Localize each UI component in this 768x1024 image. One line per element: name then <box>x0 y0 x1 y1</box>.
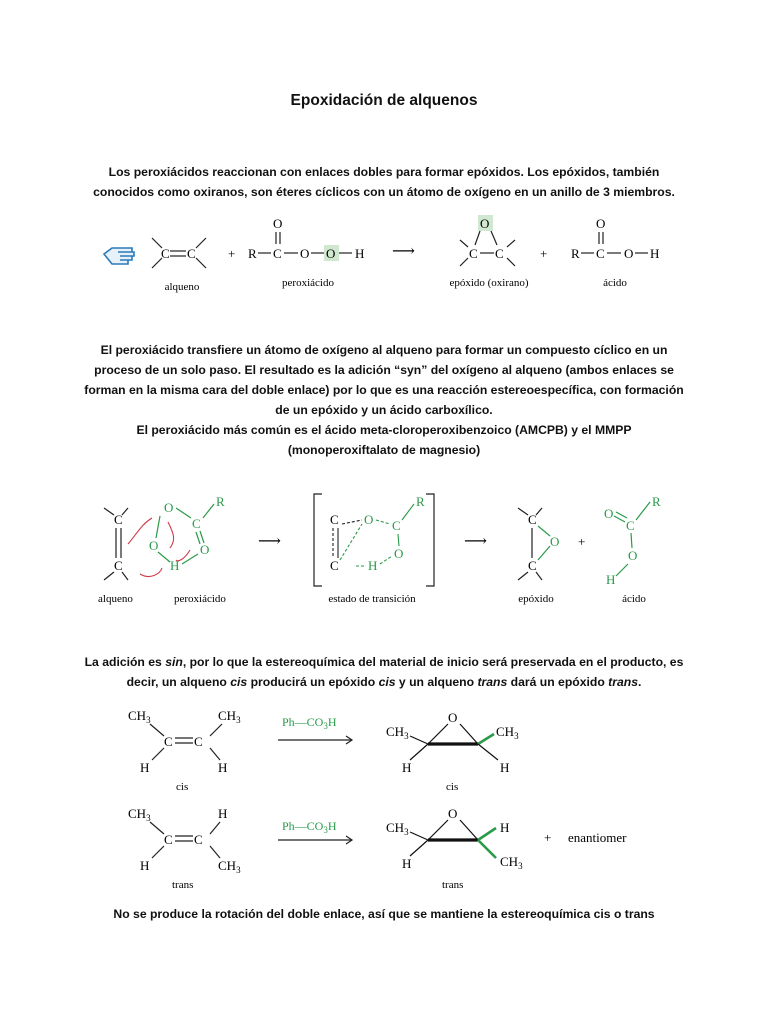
stereo-term-cis-1: cis <box>230 675 248 689</box>
mech-label-epoxido: epóxido <box>518 593 554 605</box>
cis-epoxide-ch3-right: $CH_3$ <box>496 724 519 741</box>
cis-reagent: $Ph—CO_3H$ <box>282 715 337 731</box>
mechanism-paragraph: El peroxiácido transfiere un átomo de oxígeno al alqueno para formar un compuesto cíclico en un proceso de un solo paso. El resultado es la adición “syn” del oxígeno al alqueno (ambos enlaces se forman en la misma cara del doble enlace) por lo que es una reacción estereoespecífica, con formación de un epóxido y un ácido carboxílico. <box>84 343 684 417</box>
mech-acid-o2: O <box>628 548 638 563</box>
reagents-paragraph: El peroxiácido más común es el ácido meta-cloroperoxibenzoico (AMCPB) y el MMPP (monoperoxiftalato de magnesio) <box>136 423 632 457</box>
enantiomer-label: enantiomer <box>568 830 627 845</box>
peroxyacid-carbonyl-o: O <box>273 216 283 231</box>
acid-h: H <box>650 246 660 261</box>
trans-alkene-c2: C <box>194 832 203 847</box>
pointing-hand-icon <box>104 248 134 264</box>
mech-acid-h: H <box>606 572 616 587</box>
mech-peroxy-o1: O <box>164 500 174 515</box>
mech-peroxy-o2: O <box>149 538 159 553</box>
label-acido: ácido <box>603 277 627 289</box>
page-title: Epoxidación de alquenos <box>290 92 478 109</box>
ts-c2: C <box>330 558 339 573</box>
ts-o1: O <box>364 512 374 527</box>
mech-peroxy-r: R <box>216 494 225 509</box>
ts-r: R <box>416 494 425 509</box>
mech-plus: + <box>578 534 586 549</box>
cis-alkene-ch3-left: $CH_3$ <box>128 708 151 725</box>
trans-alkene-c1: C <box>164 832 173 847</box>
acid-o: O <box>624 246 634 261</box>
epoxide-c1: C <box>469 246 478 261</box>
intro-text-3: , son éteres cíclicos con un átomo de oxígeno en un anillo de 3 miembros. <box>244 185 675 199</box>
stereo-term-cis-2: cis <box>378 675 396 689</box>
mech-label-peroxiacido: peroxiácido <box>174 593 226 605</box>
peroxyacid-o1: O <box>300 246 310 261</box>
mechanism-figure <box>0 488 768 610</box>
peroxyacid-o2: O <box>326 246 336 261</box>
mech-acid-c: C <box>626 518 635 533</box>
mech-arrow-1: ⟶ <box>258 533 281 550</box>
general-reaction-figure <box>0 210 768 300</box>
acid-r: R <box>571 246 580 261</box>
trans-alkene-ch3-right: $CH_3$ <box>218 858 241 875</box>
stereo-text-5: dará un epóxido <box>507 675 609 689</box>
ts-h: H <box>368 558 378 573</box>
trans-epoxide-label: trans <box>442 879 464 891</box>
cis-epoxide-ring <box>410 724 498 760</box>
cis-epoxide-h-right: H <box>500 760 510 775</box>
trans-alkene-h-left: H <box>140 858 150 873</box>
cis-alkene-ch3-right: $CH_3$ <box>218 708 241 725</box>
mech-alkene-c1: C <box>114 512 123 527</box>
plus-sign-2: + <box>540 246 548 261</box>
peroxyacid-c: C <box>273 246 282 261</box>
mech-epoxide-c1: C <box>528 512 537 527</box>
ts-o2: O <box>394 546 404 561</box>
cis-epoxide-label: cis <box>446 781 459 793</box>
mech-epoxide-o: O <box>550 534 560 549</box>
peroxyacid-h: H <box>355 246 365 261</box>
mech-alkene-c2: C <box>114 558 123 573</box>
stereo-text-4: y un alqueno <box>395 675 478 689</box>
trans-alkene-ch3-left: $CH_3$ <box>128 806 151 823</box>
mech-acid-bonds <box>614 502 650 576</box>
trans-epoxide-ch3-right: $CH_3$ <box>500 854 523 871</box>
conclusion-paragraph: No se produce la rotación del doble enlace, así que se mantiene la estereoquímica cis o trans <box>113 907 655 921</box>
ts-c1: C <box>330 512 339 527</box>
trans-epoxide-ring <box>410 820 496 858</box>
stereochemistry-paragraph <box>84 652 684 692</box>
mech-electron-arrows <box>128 518 190 576</box>
trans-epoxide-h-right: H <box>500 820 510 835</box>
intro-text-2: , también conocidos como <box>93 165 660 199</box>
intro-paragraph <box>84 162 684 202</box>
intro-text-1: Los peroxiácidos reaccionan con enlaces dobles para formar epóxidos. Los <box>108 165 553 179</box>
acid-c: C <box>596 246 605 261</box>
alkene-c2: C <box>187 246 196 261</box>
cis-alkene-c1: C <box>164 734 173 749</box>
mech-label-acido: ácido <box>622 593 646 605</box>
cis-alkene-h-left: H <box>140 760 150 775</box>
mech-acid-o1: O <box>604 506 614 521</box>
mech-label-alqueno: alqueno <box>98 593 133 605</box>
stereo-text-1: La adición es <box>84 655 166 669</box>
stereo-text-2: , por lo que la estereoquímica del material de inicio será preservada en el producto, es decir, un alqueno <box>126 655 684 689</box>
trans-alkene-h-right: H <box>218 806 228 821</box>
mechanism-labels <box>98 593 646 605</box>
label-alqueno: alqueno <box>164 281 200 293</box>
trans-epoxide-ch3-left: $CH_3$ <box>386 820 409 837</box>
mech-label-estado-transicion: estado de transición <box>328 593 416 605</box>
mech-acid-r: R <box>652 494 661 509</box>
cis-trans-figure <box>0 700 768 896</box>
reaction-arrow-1: ⟶ <box>392 243 415 260</box>
mech-peroxy-h: H <box>170 558 180 573</box>
cis-alkene-label: cis <box>176 781 189 793</box>
mech-peroxy-o3: O <box>200 542 210 557</box>
stereo-term-sin: sin <box>165 655 183 669</box>
intro-term-epoxidos: epóxidos <box>552 165 606 179</box>
cis-alkene-h-right: H <box>218 760 228 775</box>
mech-arrow-2: ⟶ <box>464 533 487 550</box>
epoxide-o: O <box>480 216 490 231</box>
cis-epoxide-o: O <box>448 710 458 725</box>
alkene-c1: C <box>161 246 170 261</box>
trans-reagent: $Ph—CO_3H$ <box>282 819 337 835</box>
stereo-term-trans-2: trans <box>608 675 638 689</box>
acid-carbonyl-o: O <box>596 216 606 231</box>
label-epoxido-oxirano: epóxido (oxirano) <box>449 277 529 289</box>
trans-plus: + <box>544 830 552 845</box>
ts-c: C <box>392 518 401 533</box>
mech-epoxide-c2: C <box>528 558 537 573</box>
stereo-text-3: producirá un epóxido <box>247 675 379 689</box>
cis-epoxide-h-left: H <box>402 760 412 775</box>
label-peroxiacido: peroxiácido <box>282 277 334 289</box>
trans-epoxide-h-left: H <box>402 856 412 871</box>
plus-sign-1: + <box>228 246 236 261</box>
acid-bonds <box>581 232 648 253</box>
peroxyacid-r: R <box>248 246 257 261</box>
cis-epoxide-ch3-left: $CH_3$ <box>386 724 409 741</box>
epoxide-c2: C <box>495 246 504 261</box>
mech-peroxy-c: C <box>192 516 201 531</box>
trans-alkene-label: trans <box>172 879 194 891</box>
intro-term-oxiranos: oxiranos <box>193 185 245 199</box>
stereo-term-trans-1: trans <box>477 675 508 689</box>
trans-epoxide-o: O <box>448 806 458 821</box>
cis-alkene-c2: C <box>194 734 203 749</box>
stereo-text-6: . <box>637 675 642 689</box>
